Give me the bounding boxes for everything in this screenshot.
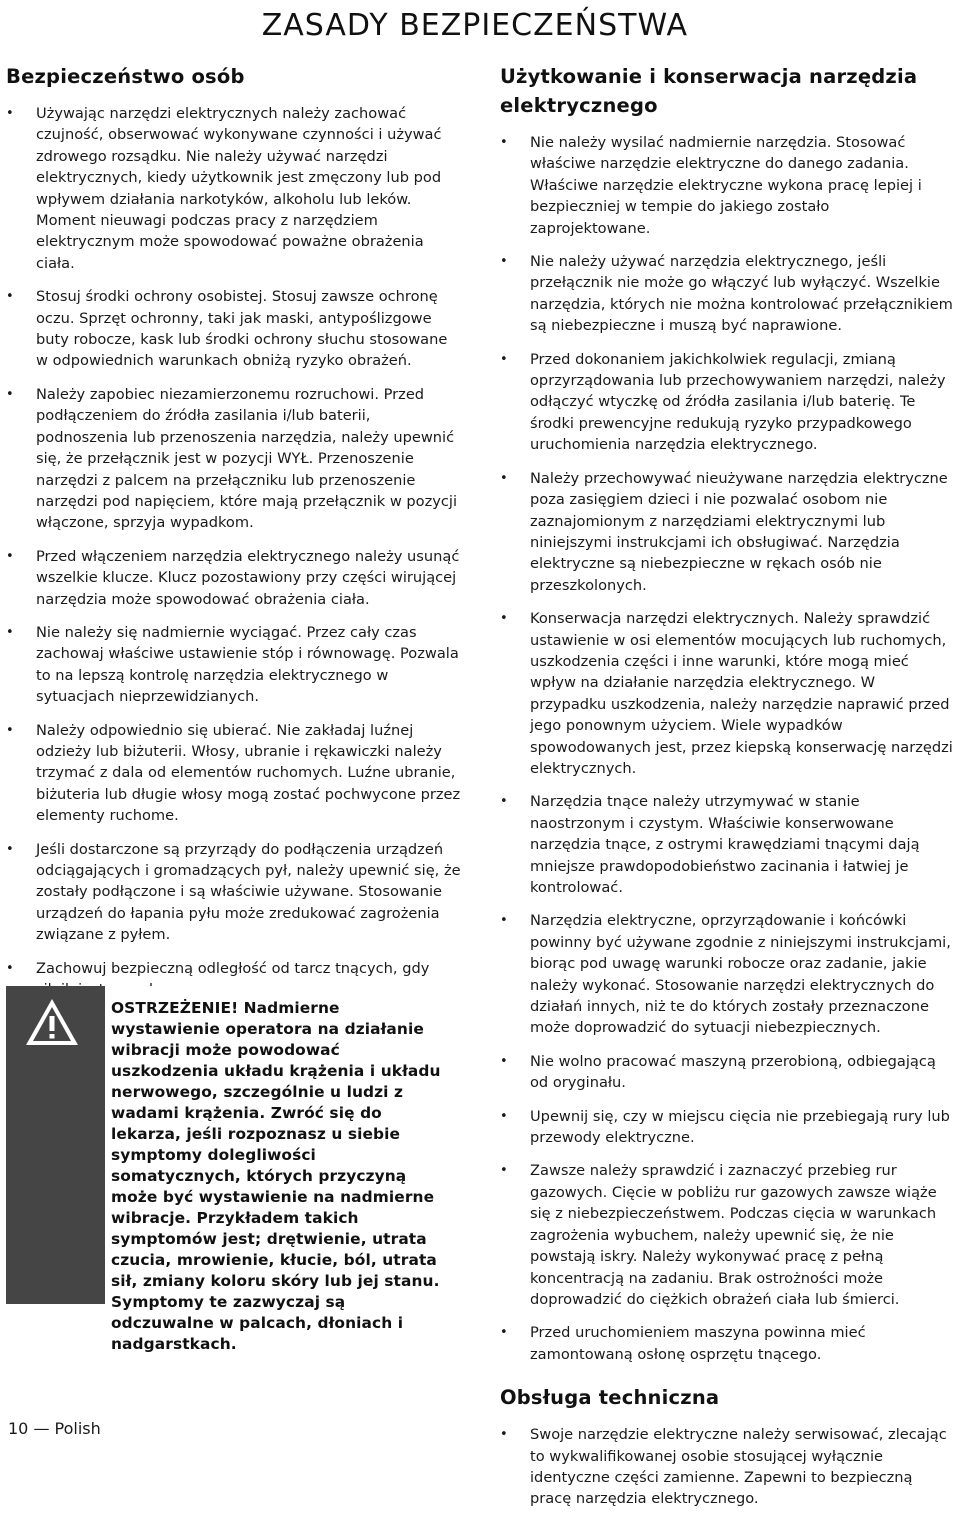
list-item: • Należy zapobiec niezamierzonemu rozruchowi. Przed podłączeniem do źródła zasilania i/lub baterii, podnoszenia lub przenoszenia narzędzia, należy upewnić się, że przełącznik jest w pozycji WYŁ. Przenoszenie narzędzi z palcem na przełączniku lub przenoszenie narzędzi pod napięciem, które mają przełącznik w pozycji włączone, sprzyja wypadkom. <box>6 384 462 534</box>
list-item: • Nie należy wysilać nadmiernie narzędzia. Stosować właściwe narzędzie elektryczne do danego zadania. Właściwe narzędzie elektryczne wykona pracę lepiej i bezpieczniej w tempie do jakiego zostało zaprojektowane. <box>500 132 954 239</box>
list-item: • Stosuj środki ochrony osobistej. Stosuj zawsze ochronę oczu. Sprzęt ochronny, taki jak maski, antypoślizgowe buty robocze, kask lub środki ochrony słuchu stosowane w odpowiednich warunkach obniżą ryzyko obrażeń. <box>6 286 462 372</box>
list-item: • Narzędzia tnące należy utrzymywać w stanie naostrzonym i czystym. Właściwie konserwowane narzędzia tnące, z ostrymi krawędziami tnącymi dają mniejsze prawdopodobieństwo zacinania i łatwiej je kontrolować. <box>500 791 954 898</box>
service-list <box>500 1424 954 1510</box>
list-item: • Przed dokonaniem jakichkolwiek regulacji, zmianą oprzyrządowania lub przechowywaniem narzędzi, należy odłączyć wtyczkę od źródła zasilania i/lub baterię. Te środki prewencyjne redukują ryzyko przypadkowego uruchomienia narzędzia elektrycznego. <box>500 349 954 456</box>
section-heading-tool-use: Użytkowanie i konserwacja narzędzia elektrycznego <box>500 65 918 117</box>
page-title: ZASADY BEZPIECZEŃSTWA <box>261 8 688 43</box>
list-item: • Należy przechowywać nieużywane narzędzia elektryczne poza zasięgiem dzieci i nie pozwalać osobom nie zaznajomionym z narzędziami elektrycznymi lub niniejszymi instrukcjami ich obsługiwać. Narzędzia elektryczne są niebezpieczne w rękach osób nie przeszkolonych. <box>500 468 954 596</box>
list-item: • Nie należy używać narzędzia elektrycznego, jeśli przełącznik nie może go włączyć lub wyłączyć. Wszelkie narzędzia, których nie można kontrolować przełącznikiem są niebezpieczne i muszą być naprawione. <box>500 251 954 337</box>
list-item: • Narzędzia elektryczne, oprzyrządowanie i końcówki powinny być używane zgodnie z niniejszymi instrukcjami, biorąc pod uwagę warunki robocze oraz zadanie, jakie należy wykonać. Stosowanie narzędzi elektrycznych do działań innych, niż te do których zostały przeznaczone może doprowadzić do sytuacji niebezpiecznych. <box>500 910 954 1038</box>
warning-text: OSTRZEŻENIE! Nadmierne wystawienie operatora na działanie wibracji może powodować uszkodzenia układu krążenia i układu nerwowego, szczególnie u ludzi z wadami krążenia. Zwróć się do lekarza, jeśli rozpoznasz u siebie symptomy dolegliwości somatycznych, których przyczyną może być wystawienie na nadmierne wibracje. Przykładem takich symptomów jest; drętwienie, utrata czucia, mrowienie, kłucie, ból, utrata sił, zmiany koloru skóry lub jej stanu. Symptomy te zazwyczaj są odczuwalne w palcach, dłoniach i nadgarstkach. <box>111 999 441 1353</box>
list-item: • Zachowuj bezpieczną odległość od tarcz tnących, gdy <box>6 958 462 1001</box>
list-item: • Upewnij się, czy w miejscu cięcia nie przebiegają rury lub przewody elektryczne. <box>500 1106 954 1149</box>
right-column <box>500 62 954 1522</box>
list-item: • Konserwacja narzędzi elektrycznych. Należy sprawdzić ustawienie w osi elementów mocujących lub ruchomych, uszkodzenia części i inne warunki, które mogą mieć wpływ na działanie narzędzia elektrycznego. W przypadku uszkodzenia, należy narzędzie naprawić przed jego ponownym użyciem. Wiele wypadków spowodowanych jest, przez kiepską konserwację narzędzi elektrycznych. <box>500 608 954 779</box>
left-column <box>6 62 462 1012</box>
section-heading-service: Obsługa techniczna <box>500 1386 720 1410</box>
page-footer: 10 — Polish <box>8 1419 101 1438</box>
warning-content <box>105 986 462 1353</box>
warning-triangle-icon <box>24 996 80 1048</box>
section-heading-personal-safety: Bezpieczeństwo osób <box>6 65 245 88</box>
personal-safety-list <box>6 103 462 1000</box>
list-item: • Przed włączeniem narzędzia elektrycznego należy usunąć wszelkie klucze. Klucz pozostawiony przy części wirującej narzędzia może spowodować obrażenia ciała. <box>6 546 462 610</box>
list-item: • Jeśli dostarczone są przyrządy do podłączenia urządzeń odciągających i gromadzących pył, należy upewnić się, że zostały podłączone i są właściwie używane. Stosowanie urządzeń do łapania pyłu może zredukować zagrożenia związane z pyłem. <box>6 839 462 946</box>
list-item: • Swoje narzędzie elektryczne należy serwisować, zlecając to wykwalifikowanej osobie stosującej wyłącznie identyczne części zamienne. Zapewni to bezpieczną pracę narzędzia elektrycznego. <box>500 1424 954 1510</box>
tool-use-list <box>500 132 954 1365</box>
list-item: • Nie należy się nadmiernie wyciągać. Przez cały czas zachowaj właściwe ustawienie stóp i równowagę. Pozwala to na lepszą kontrolę narzędzia elektrycznego w sytuacjach nieprzewidzianych. <box>6 622 462 708</box>
list-item: • Zawsze należy sprawdzić i zaznaczyć przebieg rur gazowych. Cięcie w pobliżu rur gazowych zawsze wiąże się z niebezpieczeństwem. Podczas cięcia w warunkach zagrożenia wybuchem, należy upewnić się, że nie powstają iskry. Należy wykonywać pracę z pełną koncentracją na zadaniu. Brak ostrożności może doprowadzić do ciężkich obrażeń ciała lub śmierci. <box>500 1160 954 1310</box>
list-item: • Przed uruchomieniem maszyna powinna mieć zamontowaną osłonę osprzętu tnącego. <box>500 1322 954 1365</box>
list-item: • Nie wolno pracować maszyną przerobioną, odbiegającą od oryginału. <box>500 1051 954 1094</box>
list-item: • Używając narzędzi elektrycznych należy zachować czujność, obserwować wykonywane czynności i używać zdrowego rozsądku. Nie należy używać narzędzi elektrycznych, kiedy użytkownik jest zmęczony lub pod wpływem działania narkotyków, alkoholu lub leków. Moment nieuwagi podczas pracy z narzędziem elektrycznym może spowodować poważne obrażenia ciała. <box>6 103 462 274</box>
warning-box <box>6 986 462 1353</box>
list-item: • Należy odpowiednio się ubierać. Nie zakładaj luźnej odzieży lub biżuterii. Włosy, ubranie i rękawiczki należy trzymać z dala od elementów ruchomych. Luźne ubranie, biżuteria lub długie włosy mogą zostać pochwycone przez elementy ruchome. <box>6 720 462 827</box>
